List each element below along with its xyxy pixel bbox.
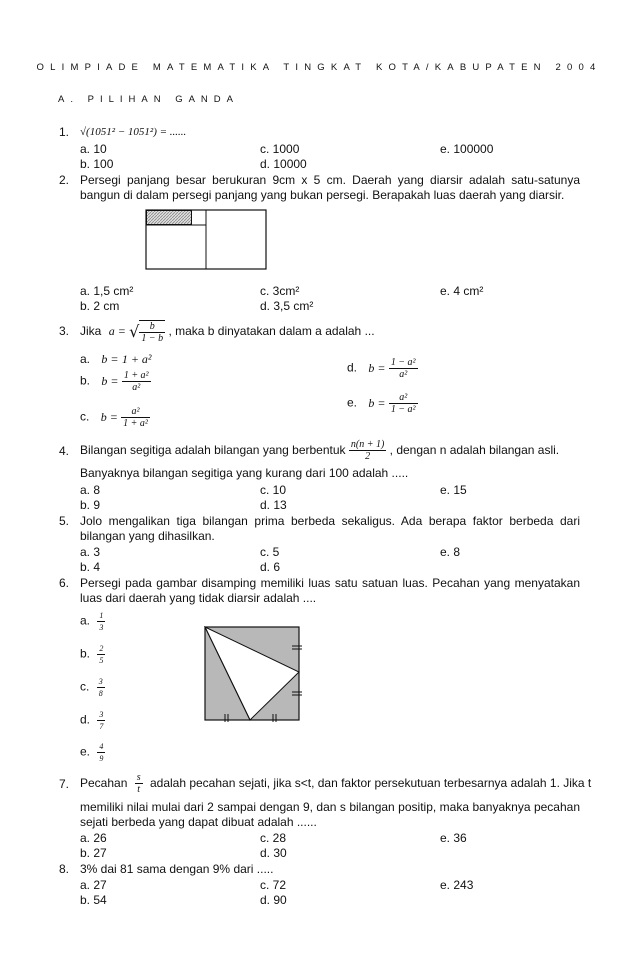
question-number: 2. bbox=[59, 173, 70, 187]
q7-text-pre: Pecahan bbox=[80, 776, 128, 790]
q7-stem: Pecahan $\frac{s}{t}$ adalah pecahan sejati, jika s<t, dan faktor persekutuan terbesarnya adalah 1. Jika t bbox=[80, 772, 592, 796]
q4-option-a[interactable]: a. 8 bbox=[80, 483, 101, 497]
q5-option-c[interactable]: c. 5 bbox=[260, 545, 280, 559]
q8-option-c[interactable]: c. 72 bbox=[260, 878, 287, 892]
q1-option-e[interactable]: e. 100000 bbox=[440, 142, 494, 156]
q6-text: Persegi pada gambar disamping memiliki luas satu satuan luas. Pecahan yang menyatakan luas dari daerah yang tidak diarsir adalah .... bbox=[80, 576, 580, 605]
q2-option-b[interactable]: b. 2 cm bbox=[80, 299, 120, 313]
q1-option-d[interactable]: d. 10000 bbox=[260, 157, 307, 171]
q3-text-pre: Jika bbox=[80, 324, 102, 338]
q2-option-c[interactable]: c. 3cm² bbox=[260, 284, 300, 298]
q7-option-b[interactable]: b. 27 bbox=[80, 846, 107, 860]
q7-option-d[interactable]: d. 30 bbox=[260, 846, 287, 860]
question-number: 7. bbox=[59, 777, 70, 791]
q7-option-a[interactable]: a. 26 bbox=[80, 831, 107, 845]
q2-option-e[interactable]: e. 4 cm² bbox=[440, 284, 484, 298]
shaded-region bbox=[147, 211, 192, 225]
q1-option-c[interactable]: c. 1000 bbox=[260, 142, 300, 156]
q7-option-c[interactable]: c. 28 bbox=[260, 831, 287, 845]
q5-option-a[interactable]: a. 3 bbox=[80, 545, 101, 559]
q4-text-line2: Banyaknya bilangan segitiga yang kurang dari 100 adalah ..... bbox=[80, 466, 409, 480]
q6-option-a[interactable]: a. $\frac{1}{3}$ bbox=[80, 611, 104, 632]
q7-option-e[interactable]: e. 36 bbox=[440, 831, 467, 845]
q2-text: Persegi panjang besar berukuran 9cm x 5 cm. Daerah yang diarsir adalah satu-satunya bangun di dalam persegi panjang yang bukan persegi. Berapakah luas daerah yang diarsir. bbox=[80, 173, 580, 202]
q3-option-c[interactable]: c. b = $\frac{\text{a²}}{\text{1 + a²}}$ bbox=[80, 406, 148, 429]
q3-text-post: , maka b dinyatakan dalam a adalah ... bbox=[168, 324, 375, 338]
q8-text: 3% dai 81 sama dengan 9% dari ..... bbox=[80, 862, 274, 876]
q3-option-e[interactable]: e. b = $\frac{\text{a²}}{\text{1 − a²}}$ bbox=[347, 392, 416, 415]
q5-option-e[interactable]: e. 8 bbox=[440, 545, 461, 559]
q8-option-e[interactable]: e. 243 bbox=[440, 878, 474, 892]
q3-option-b[interactable]: b. b = $\frac{\text{1 + a²}}{\text{a²}}$ bbox=[80, 370, 149, 393]
q5-option-b[interactable]: b. 4 bbox=[80, 560, 101, 574]
q1-option-a[interactable]: a. 10 bbox=[80, 142, 107, 156]
question-number: 5. bbox=[59, 514, 70, 528]
q6-option-c[interactable]: c. $\frac{3}{8}$ bbox=[80, 677, 103, 698]
q4-option-c[interactable]: c. 10 bbox=[260, 483, 287, 497]
question-number: 1. bbox=[59, 125, 70, 139]
q7-text-line2: memiliki nilai mulai dari 2 sampai dengan 9, dan s bilangan positip, maka banyaknya pecahan sejati berbeda yang dapat dibuat adalah ...... bbox=[80, 800, 580, 829]
q1-expression: √(1051² − 1051²) = ...... bbox=[80, 126, 187, 138]
q6-option-d[interactable]: d. $\frac{3}{7}$ bbox=[80, 710, 104, 731]
q6-option-e[interactable]: e. $\frac{4}{9}$ bbox=[80, 742, 104, 763]
q4-option-e[interactable]: e. 15 bbox=[440, 483, 467, 497]
question-number: 6. bbox=[59, 576, 70, 590]
q8-option-d[interactable]: d. 90 bbox=[260, 893, 287, 907]
q6-option-b[interactable]: b. $\frac{2}{5}$ bbox=[80, 644, 104, 665]
question-number: 3. bbox=[59, 324, 70, 338]
section-title: A. PILIHAN GANDA bbox=[58, 94, 239, 105]
q2-option-a[interactable]: a. 1,5 cm² bbox=[80, 284, 134, 298]
q4-option-d[interactable]: d. 13 bbox=[260, 498, 287, 512]
q2-rectangle-figure bbox=[145, 209, 269, 271]
q8-option-b[interactable]: b. 54 bbox=[80, 893, 107, 907]
q6-square-figure bbox=[202, 624, 302, 722]
q4-text-post: , dengan n adalah bilangan asli. bbox=[389, 443, 560, 457]
q3-root-fraction: $\frac{b}{1 - b}$ bbox=[141, 320, 164, 344]
question-number: 4. bbox=[59, 444, 70, 458]
q7-text-post: adalah pecahan sejati, jika s<t, dan faktor persekutuan terbesarnya adalah 1. Jika t bbox=[149, 776, 592, 790]
q3-lhs: a = bbox=[108, 324, 126, 338]
q4-option-b[interactable]: b. 9 bbox=[80, 498, 101, 512]
q2-option-d[interactable]: d. 3,5 cm² bbox=[260, 299, 314, 313]
question-number: 8. bbox=[59, 862, 70, 876]
q1-option-b[interactable]: b. 100 bbox=[80, 157, 114, 171]
q5-option-d[interactable]: d. 6 bbox=[260, 560, 281, 574]
page-heading: OLIMPIADE MATEMATIKA TINGKAT KOTA/KABUPATEN 2004 bbox=[36, 62, 602, 73]
q4-text-pre: Bilangan segitiga adalah bilangan yang berbentuk bbox=[80, 443, 346, 457]
q4-stem: Bilangan segitiga adalah bilangan yang berbentuk $\frac{n(n + 1)}{2}$ , dengan n adalah bilangan asli. bbox=[80, 439, 560, 463]
q3-option-a[interactable]: a. b = 1 + a² bbox=[80, 352, 152, 366]
q3-stem: Jika a = √ $\frac{b}{1 - b}$ , maka b dinyatakan dalam a adalah ... bbox=[80, 320, 375, 344]
q5-text: Jolo mengalikan tiga bilangan prima berbeda sekaligus. Ada berapa faktor berbeda dari bilangan yang dihasilkan. bbox=[80, 514, 580, 543]
q8-option-a[interactable]: a. 27 bbox=[80, 878, 107, 892]
q3-option-d[interactable]: d. b = $\frac{\text{1 − a²}}{\text{a²}}$ bbox=[347, 357, 416, 380]
